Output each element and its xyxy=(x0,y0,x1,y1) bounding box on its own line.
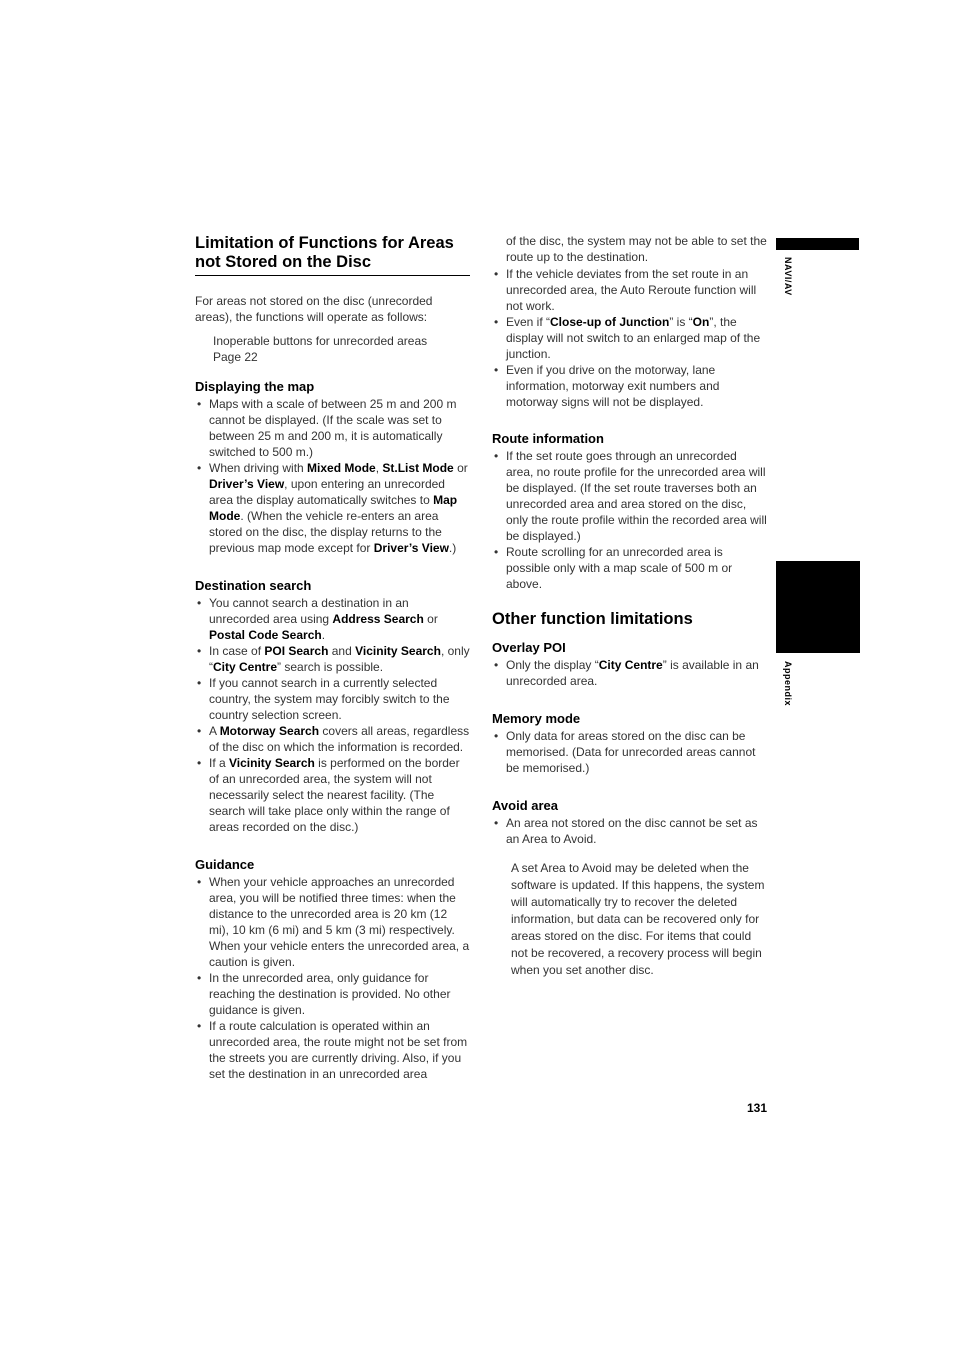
section-heading: Overlay POI xyxy=(492,640,566,655)
ui-term: On xyxy=(692,315,710,329)
bullet-list xyxy=(492,728,767,776)
section-guidance xyxy=(195,857,470,1082)
continued-text xyxy=(492,233,767,265)
appendix-label: Appendix xyxy=(783,661,793,707)
ui-term: Vicinity Search xyxy=(229,756,315,770)
page-number: 131 xyxy=(747,1101,768,1115)
bullet-item: • If the set route goes through an unrecorded area, no route profile for the unrecorded area will be displayed. (If the set route traverses both an unrecorded area and area stored on the disc, only the route profile within the recorded area will be displayed.) xyxy=(492,448,767,544)
section-avoid-area xyxy=(492,798,767,847)
bullet-list xyxy=(492,448,767,592)
ui-term: Address Search xyxy=(332,612,424,626)
bullet-list xyxy=(195,874,470,1082)
intro-text: For areas not stored on the disc (unrecorded areas), the functions will operate as follows: xyxy=(195,294,433,324)
bullet-list xyxy=(195,595,470,835)
other-limitations-title: Other function limitations xyxy=(492,610,693,628)
route-information-section xyxy=(492,431,767,592)
section-heading: Memory mode xyxy=(492,711,581,726)
ui-term: St.List Mode xyxy=(382,461,454,475)
bullet-item: • Even if “Close-up of Junction” is “On”, the display will not switch to an enlarged map of the junction. xyxy=(492,314,767,362)
ui-term: City Centre xyxy=(213,660,278,674)
section-route-information xyxy=(492,431,767,592)
bullet-list xyxy=(492,815,767,847)
bullet-item: • If you cannot search in a currently selected country, the system may forcibly switch to the country selection screen. xyxy=(195,675,470,723)
ui-term: City Centre xyxy=(598,658,663,672)
section-tab-top xyxy=(776,238,859,250)
bullet-item: • An area not stored on the disc cannot be set as an Area to Avoid. xyxy=(492,815,767,847)
bullet-item: • Only data for areas stored on the disc can be memorised. (Data for unrecorded areas cannot be memorised.) xyxy=(492,728,767,776)
section-heading: Destination search xyxy=(195,578,312,593)
page-reference xyxy=(213,333,470,365)
bullet-item: • If a route calculation is operated within an unrecorded area, the route might not be set from the streets you are currently driving. Also, if you set the destination in an unrecorded area xyxy=(195,1018,470,1082)
ui-term: Driver’s View xyxy=(373,541,449,555)
bullet-item: • You cannot search a destination in an unrecorded area using Address Search or Postal Code Search. xyxy=(195,595,470,643)
bullet-item: • When your vehicle approaches an unrecorded area, you will be notified three times: when the distance to the unrecorded area is 20 km (12 mi), 10 km (6 mi) and 5 km (3 mi) respectively. When your vehicle enters the unrecorded area, a caution is given. xyxy=(195,874,470,970)
section-displaying-the-map xyxy=(195,379,470,556)
continued-text-line: of the disc, the system may not be able to set the route up to the destination. xyxy=(506,234,767,264)
continued-bullet-list xyxy=(492,266,767,410)
bullet-item: • If a Vicinity Search is performed on the border of an unrecorded area, the system will not necessarily select the nearest facility. (The search will take place only within the range of areas recorded on the disc.) xyxy=(195,755,470,835)
navi-av-label: NAVI/AV xyxy=(783,257,793,296)
bullet-item: • In case of POI Search and Vicinity Search, only “City Centre” search is possible. xyxy=(195,643,470,675)
section-heading: Route information xyxy=(492,431,604,446)
ui-term: Postal Code Search xyxy=(209,628,322,642)
section-heading: Guidance xyxy=(195,857,255,872)
ui-term: Driver’s View xyxy=(209,477,285,491)
bullet-list xyxy=(492,657,767,689)
page-title: Limitation of Functions for Areas not Stored on the Disc xyxy=(195,234,470,276)
bullet-item: • In the unrecorded area, only guidance for reaching the destination is provided. No other guidance is given. xyxy=(195,970,470,1018)
bullet-item: • Route scrolling for an unrecorded area is possible only with a map scale of 500 m or above. xyxy=(492,544,767,592)
avoid-area-note: A set Area to Avoid may be deleted when the software is updated. If this happens, the system will automatically try to recover the deleted information, but data can be recovered only for areas stored on the disc. For items that could not be recovered, a recovery process will begin when you set another disc. xyxy=(511,861,765,977)
left-sections xyxy=(195,379,470,1082)
bullet-item: • Only the display “City Centre” is available in an unrecorded area. xyxy=(492,657,767,689)
section-overlay-poi xyxy=(492,640,767,689)
other-sections xyxy=(492,640,767,847)
bullet-item: • A Motorway Search covers all areas, regardless of the disc on which the information is recorded. xyxy=(195,723,470,755)
ui-term: Vicinity Search xyxy=(355,644,441,658)
ui-term: Mixed Mode xyxy=(307,461,376,475)
bullet-item: • Even if you drive on the motorway, lane information, motorway exit numbers and motorway signs will not be displayed. xyxy=(492,362,767,410)
section-heading: Displaying the map xyxy=(195,379,315,394)
ui-term: Motorway Search xyxy=(219,724,320,738)
reference-text: Inoperable buttons for unrecorded areas xyxy=(213,334,428,348)
bullet-item: • Maps with a scale of between 25 m and 200 m cannot be displayed. (If the scale was set to between 25 m and 200 m, it is automatically switched to 500 m.) xyxy=(195,396,470,460)
section-heading: Avoid area xyxy=(492,798,558,813)
ui-term: POI Search xyxy=(264,644,329,658)
section-memory-mode xyxy=(492,711,767,776)
bullet-item: • When driving with Mixed Mode, St.List Mode or Driver’s View, upon entering an unrecorded area the display automatically switches to Map Mode. (When the vehicle re-enters an area stored on the disc, the display returns to the previous map mode except for Driver’s View.) xyxy=(195,460,470,556)
ui-term: Map Mode xyxy=(209,493,458,523)
reference-page: Page 22 xyxy=(213,350,258,364)
appendix-tab xyxy=(776,561,860,653)
right-column xyxy=(492,232,767,979)
bullet-item: • If the vehicle deviates from the set route in an unrecorded area, the Auto Reroute function will not work. xyxy=(492,266,767,314)
ui-term: Close-up of Junction xyxy=(550,315,670,329)
section-destination-search xyxy=(195,578,470,835)
bullet-list xyxy=(195,396,470,556)
left-column xyxy=(195,232,470,1082)
